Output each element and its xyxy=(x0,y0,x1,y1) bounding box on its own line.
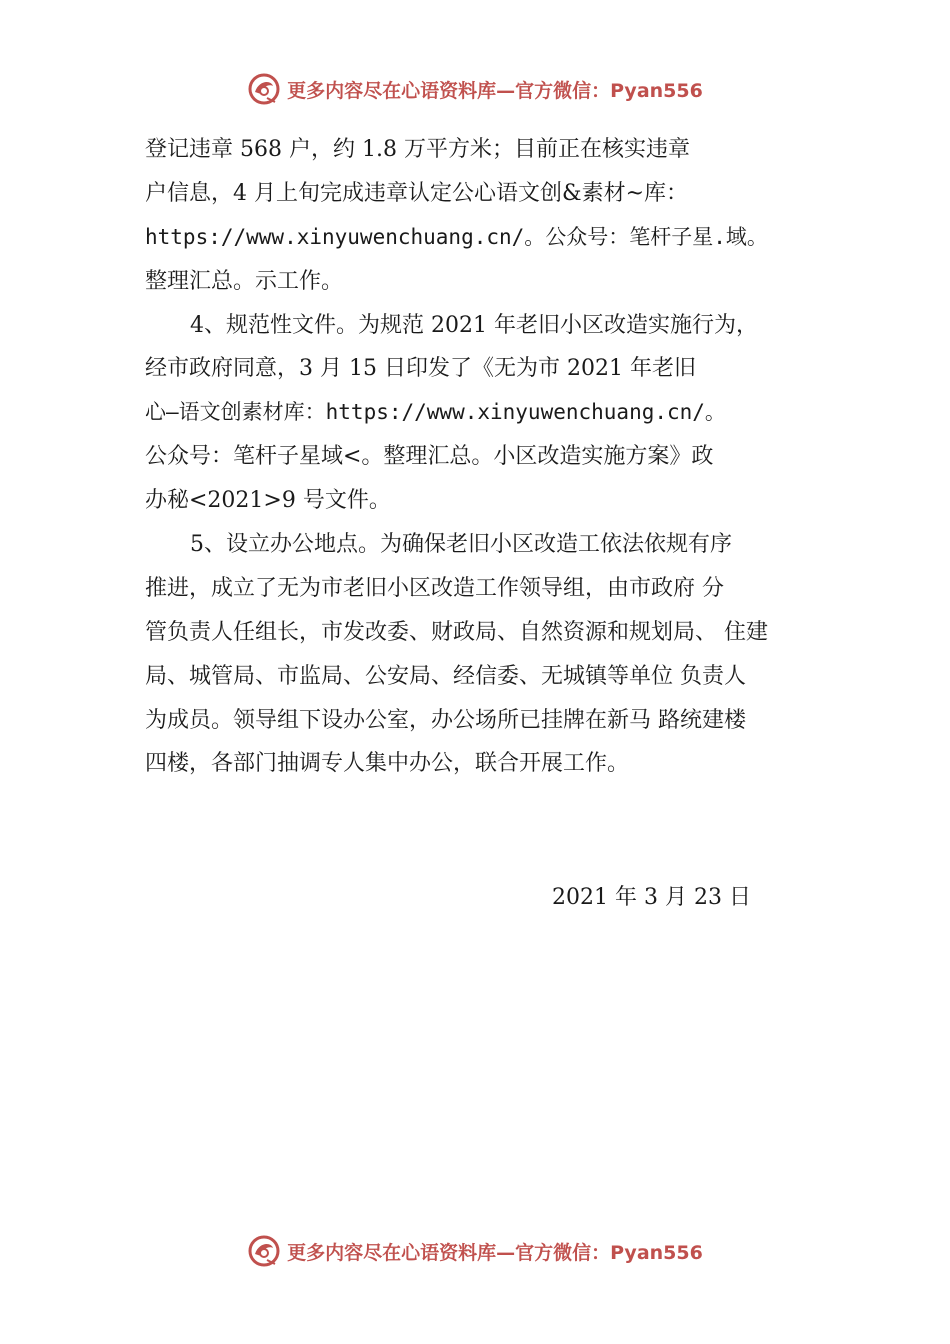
body-line: 经市政府同意，3 月 15 日印发了《无为市 2021 年老旧 xyxy=(145,356,696,382)
body-line: 四楼，各部门抽调专人集中办公，联合开展工作。 xyxy=(145,751,630,777)
body-line: 整理汇总。示工作。 xyxy=(145,268,344,294)
body-line: 公众号：笔杆子星域<。整理汇总。小区改造实施方案》政 xyxy=(145,444,714,470)
red-swirl-logo-icon xyxy=(247,1234,281,1268)
body-line: 管负责人任组长，市发改委、财政局、自然资源和规划局、 住建 xyxy=(145,619,768,645)
body-line-url: https://www.xinyuwenchuang.cn/。公众号：笔杆子星.域。 xyxy=(145,224,768,249)
header-banner xyxy=(0,72,950,106)
red-swirl-logo-icon xyxy=(247,72,281,106)
body-line: 户信息，4 月上旬完成违章认定公心语文创&素材~库： xyxy=(145,180,689,206)
header-banner-text: 更多内容尽在心语资料库—官方微信：Pyan556 xyxy=(287,79,703,102)
document-body xyxy=(145,128,835,786)
document-date: 2021 年 3 月 23 日 xyxy=(552,885,751,910)
body-line: 局、城管局、市监局、公安局、经信委、无城镇等单位 负责人 xyxy=(145,663,746,689)
paragraph-5-start: 5、设立办公地点。为确保老旧小区改造工依法依规有序 xyxy=(190,532,732,558)
paragraph-4-start: 4、规范性文件。为规范 2021 年老旧小区改造实施行为， xyxy=(190,312,758,338)
body-line-url: 心—语文创素材库：https://www.xinyuwenchuang.cn/。 xyxy=(145,400,726,425)
footer-banner-text: 更多内容尽在心语资料库—官方微信：Pyan556 xyxy=(287,1241,703,1264)
footer-banner xyxy=(0,1234,950,1268)
body-line: 推进，成立了无为市老旧小区改造工作领导组，由市政府 分 xyxy=(145,575,724,601)
body-line: 为成员。领导组下设办公室，办公场所已挂牌在新马 路统建楼 xyxy=(145,707,746,733)
body-line: 登记违章 568 户，约 1.8 万平方米；目前正在核实违章 xyxy=(145,137,690,162)
body-line: 办秘<2021>9 号文件。 xyxy=(145,488,391,514)
